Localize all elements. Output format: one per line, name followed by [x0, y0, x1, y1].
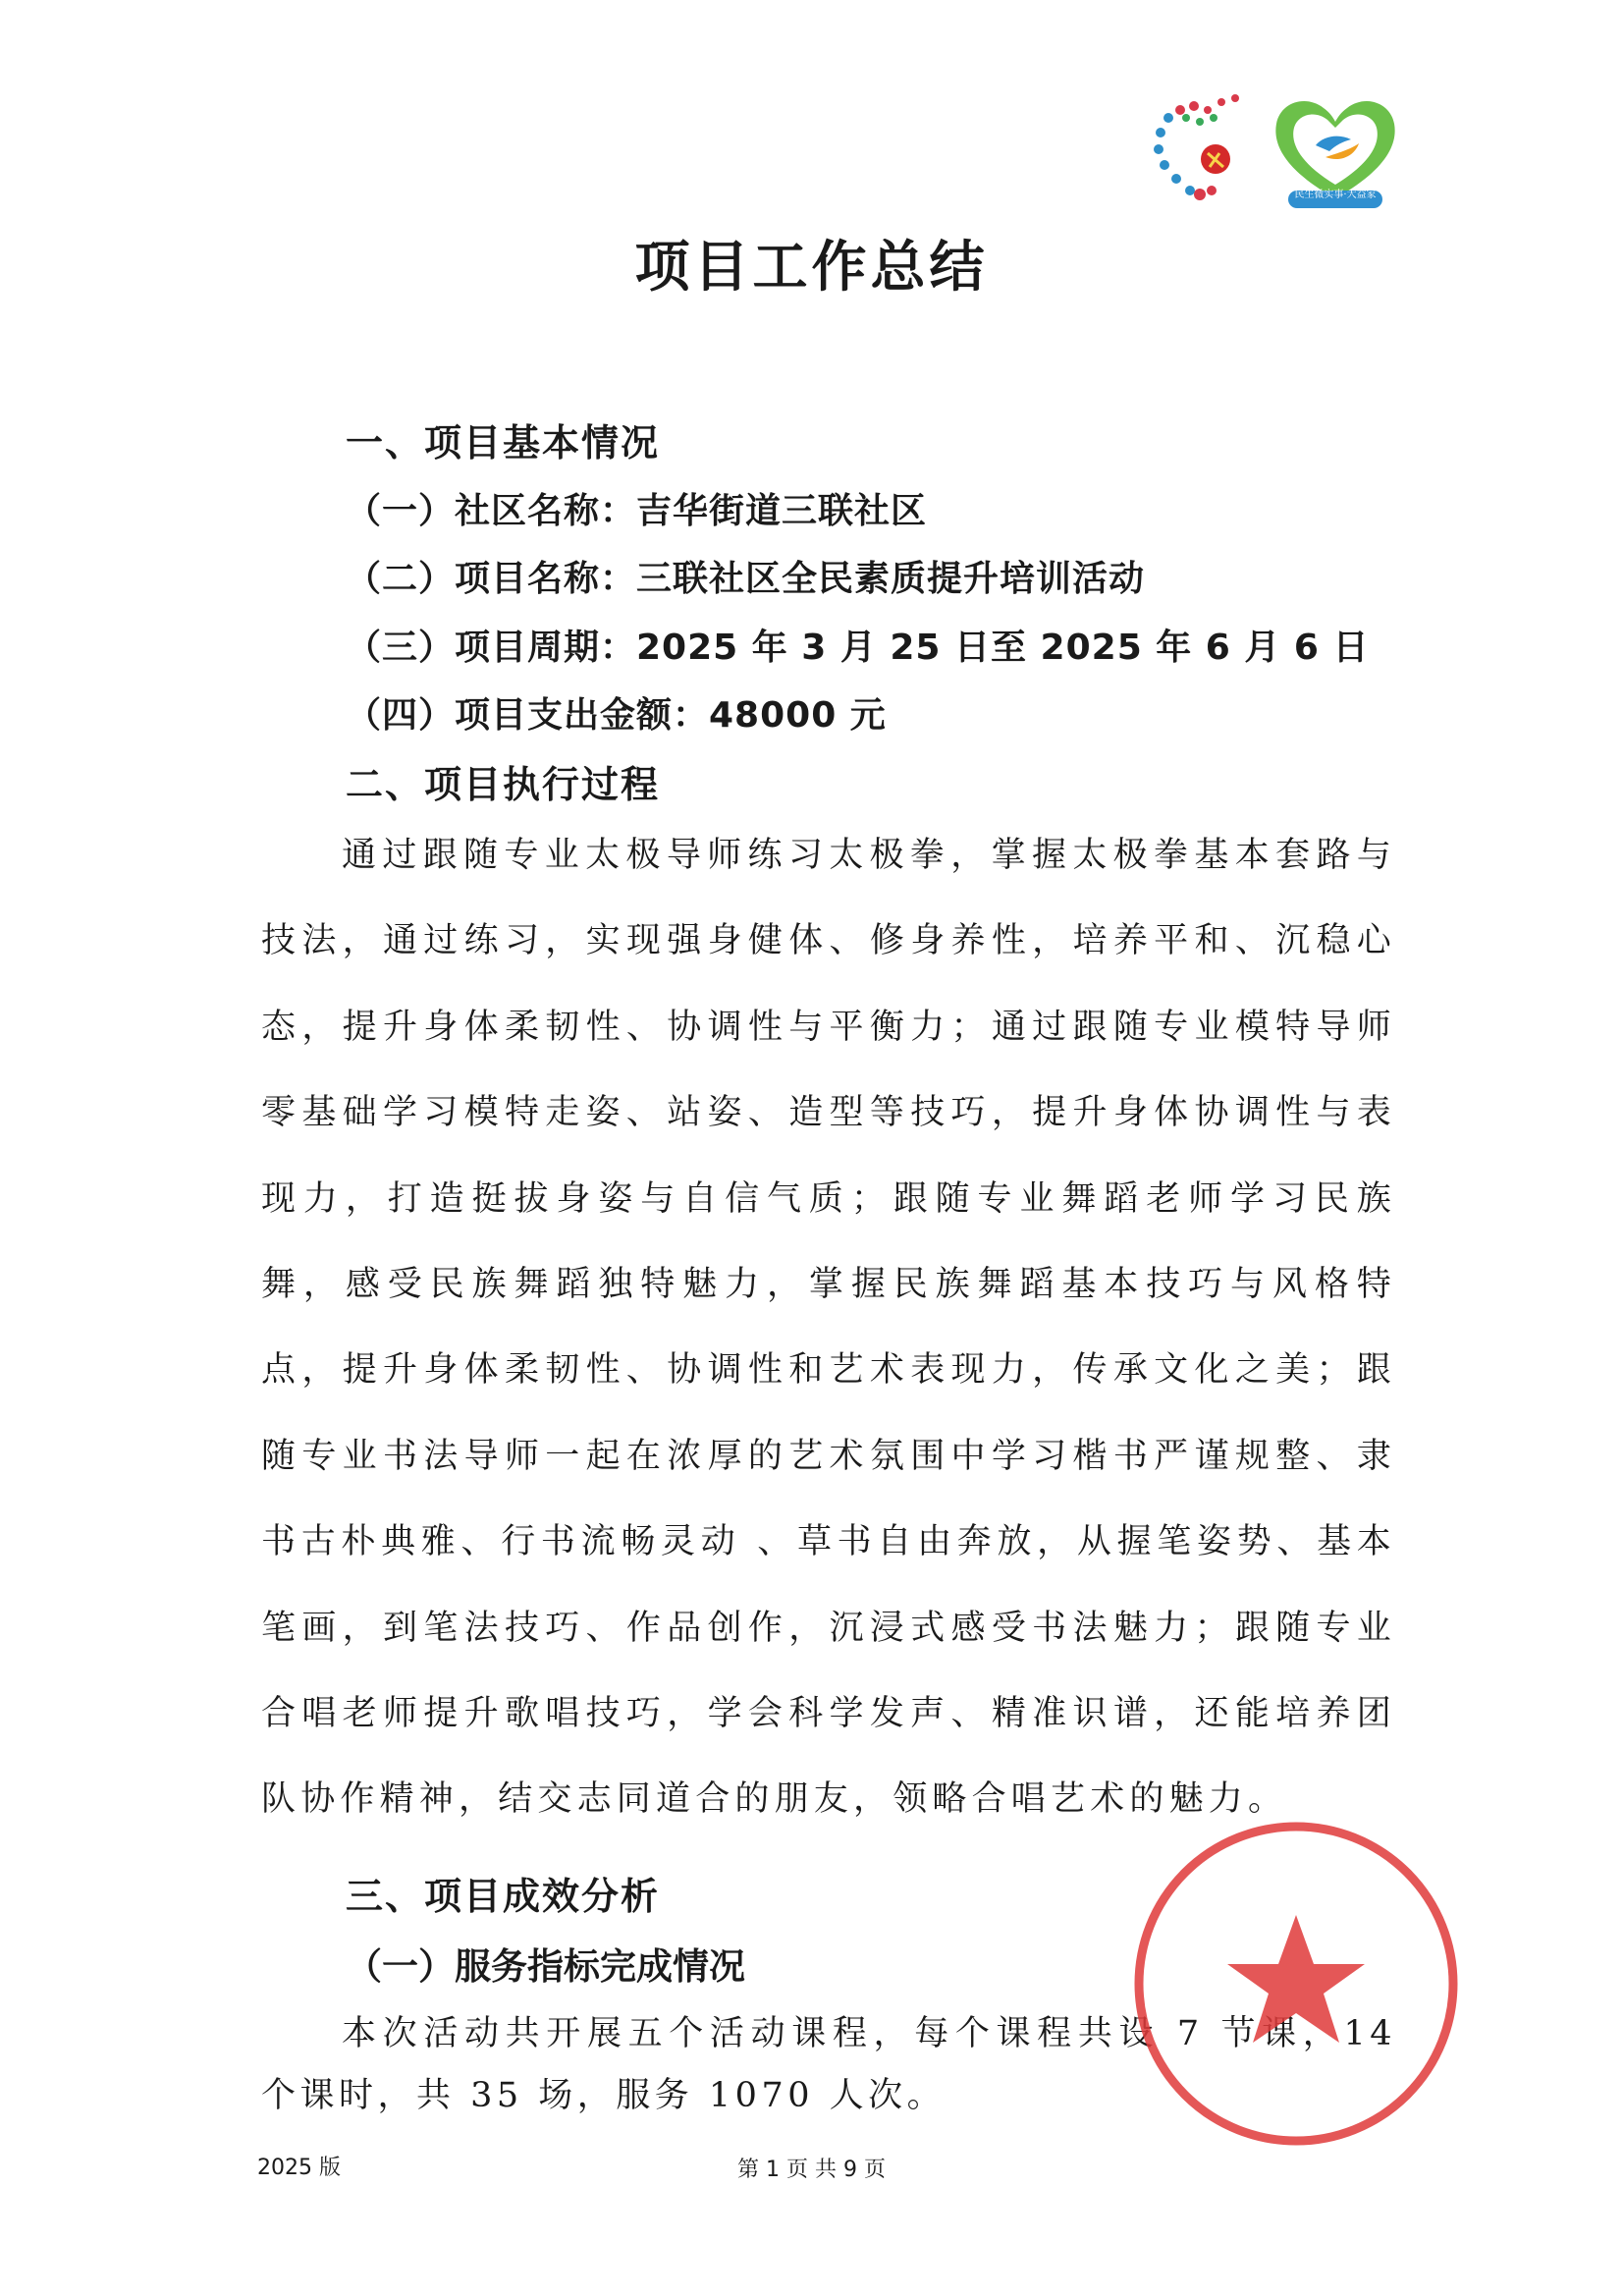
company-seal: [1129, 1817, 1463, 2151]
info-expense: （四）项目支出金额：48000 元: [346, 695, 887, 736]
section3-heading: 三、项目成效分析: [346, 1875, 661, 1918]
footer-version: 2025 版: [257, 2156, 341, 2180]
section3-body: 本次活动共开展五个活动课程，每个课程共设 7 节课，14 个课时，共 35 场，服务 1070 人次。: [261, 2014, 1396, 2115]
info-period: （三）项目周期：2025 年 3 月 25 日至 2025 年 6 月 6 日: [346, 628, 1370, 668]
info-project-name: （二）项目名称：三联社区全民素质提升培训活动: [346, 559, 1146, 599]
section2-body: 通过跟随专业太极导师练习太极拳，掌握太极拳基本套路与技法，通过练习，实现强身健体、修身养性，培养平和、沉稳心态，提升身体柔韧性、协调性与平衡力；通过跟随专业模特导师零基础学习模特走姿、站姿、造型等技巧，提升身体协调性与表现力，打造挺拔身姿与自信气质；跟随专业舞蹈老师学习民族舞，感受民族舞蹈独特魅力，掌握民族舞蹈基本技巧与风格特点，提升身体柔韧性、协调性和艺术表现力，传承文化之美；跟随专业书法导师一起在浓厚的艺术氛围中学习楷书严谨规整、隶书古朴典雅、行书流畅灵动 、草书自由奔放，从握笔姿势、基本笔画，到笔法技巧、作品创作，沉浸式感受书法魅力；跟随专业合唱老师提升歌唱技巧，学会科学发声、精准识谱，还能培养团队协作精神，结交志同道合的朋友，领略合唱艺术的魅力。: [261, 836, 1396, 1820]
header-logos: [1139, 79, 1414, 216]
party-heart-logo: [1139, 88, 1257, 206]
section3-subheading: （一）服务指标完成情况: [346, 1945, 745, 1988]
info-community: （一）社区名称：吉华街道三联社区: [346, 491, 928, 531]
section2-heading: 二、项目执行过程: [346, 763, 661, 806]
seal-star-icon: [1227, 1915, 1365, 2043]
document-title: 项目工作总结: [634, 236, 989, 300]
logo-caption: 民生微实事·大益家: [1294, 190, 1377, 200]
section1-heading: 一、项目基本情况: [346, 421, 661, 465]
page-indicator: 第 1 页 共 9 页: [737, 2158, 886, 2182]
